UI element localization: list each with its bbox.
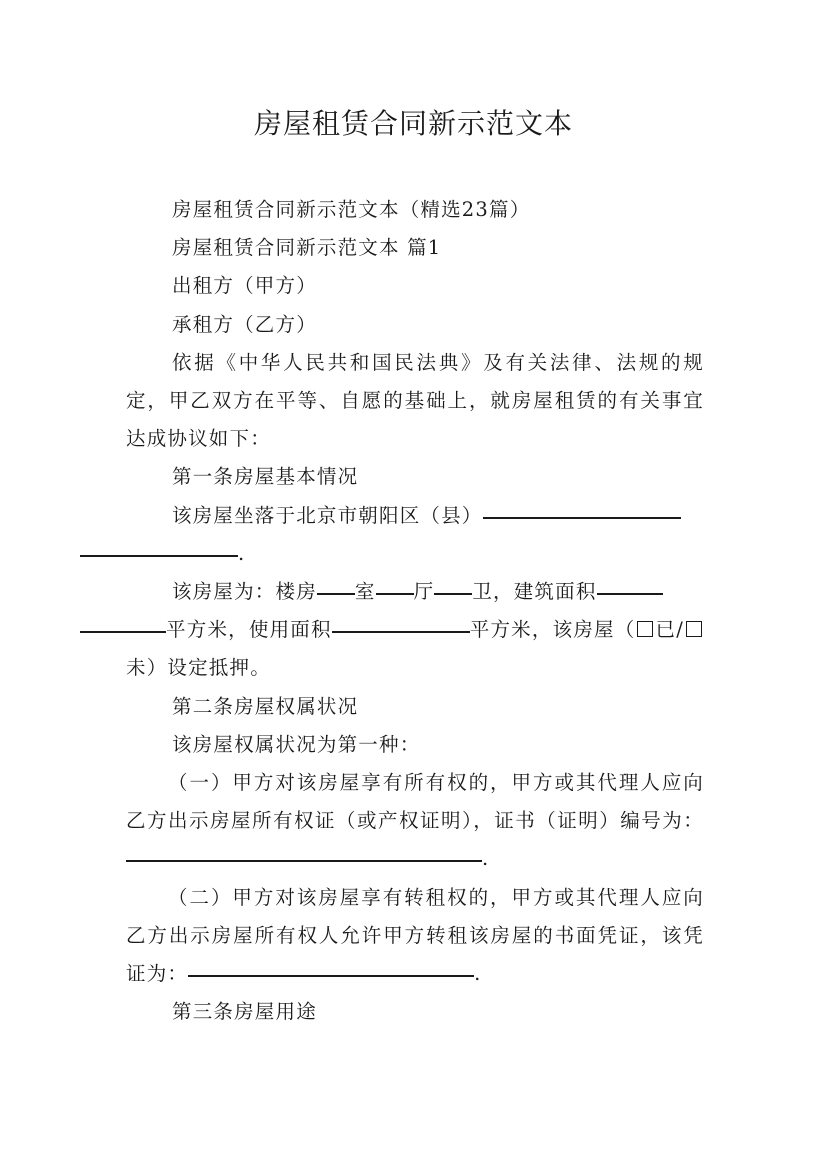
paragraph-location xyxy=(126,497,704,573)
paragraph-ownership-2 xyxy=(126,879,704,994)
paragraph-subtitle: 房屋租赁合同新示范文本（精选23篇） xyxy=(172,198,531,221)
paragraph-house-type xyxy=(126,573,704,688)
article-1-heading: 第一条房屋基本情况 xyxy=(172,465,359,489)
document-title: 房屋租赁合同新示范文本 xyxy=(253,107,573,140)
building-area-blank xyxy=(597,579,663,595)
document-body xyxy=(126,191,704,1031)
checkbox-mortgaged[interactable] xyxy=(637,621,653,637)
paragraph-ownership-type: 该房屋权属状况为第一种： xyxy=(172,732,421,756)
ownership-2-end: . xyxy=(474,962,482,986)
voucher-blank xyxy=(188,961,474,977)
paragraph-section-heading: 房屋租赁合同新示范文本 篇1 xyxy=(172,236,442,260)
certificate-number-blank xyxy=(126,846,482,862)
paragraph-ownership-1 xyxy=(126,764,704,879)
article-2-heading: 第二条房屋权属状况 xyxy=(172,694,359,718)
location-blank-2 xyxy=(80,541,238,557)
mortgage-label: 平方米，该房屋（ xyxy=(469,618,636,642)
paragraph-lessee: 承租方（乙方） xyxy=(172,312,317,336)
hall-label: 厅 xyxy=(413,580,435,604)
ownership-2-text: （二）甲方对该房屋享有转租权的，甲方或其代理人应向乙方出示房屋所有权人允许甲方转租该房屋的书面凭证，该凭证为： xyxy=(126,885,704,986)
location-end: . xyxy=(238,541,246,565)
ownership-1-text: （一）甲方对该房屋享有所有权的，甲方或其代理人应向乙方出示房屋所有权证（或产权证明），证书（证明）编号为： xyxy=(126,771,704,833)
article-3-heading: 第三条房屋用途 xyxy=(172,1000,317,1024)
ownership-1-end: . xyxy=(482,847,490,871)
paragraph-basis: 依据《中华人民共和国民法典》及有关法律、法规的规定，甲乙双方在平等、自愿的基础上，就房屋租赁的有关事宜达成协议如下： xyxy=(126,350,704,451)
paragraph-lessor: 出租方（甲方） xyxy=(172,274,317,298)
room-label: 室 xyxy=(354,580,376,604)
building-area-blank-2 xyxy=(80,617,166,633)
hall-count-blank xyxy=(376,579,414,595)
room-count-blank xyxy=(317,579,355,595)
location-label: 该房屋坐落于北京市朝阳区（县） xyxy=(172,503,483,527)
bath-label: 卫，建筑面积 xyxy=(472,580,597,604)
checkbox-not-mortgaged[interactable] xyxy=(686,621,702,637)
bath-count-blank xyxy=(434,579,472,595)
not-mortgaged-label: 未）设定抵押。 xyxy=(126,656,271,680)
mortgaged-label: 已/ xyxy=(655,618,684,642)
use-area-blank xyxy=(332,617,470,633)
house-type-label: 该房屋为：楼房 xyxy=(172,580,317,604)
location-blank-1 xyxy=(483,503,681,519)
use-area-label: 平方米，使用面积 xyxy=(166,618,332,642)
